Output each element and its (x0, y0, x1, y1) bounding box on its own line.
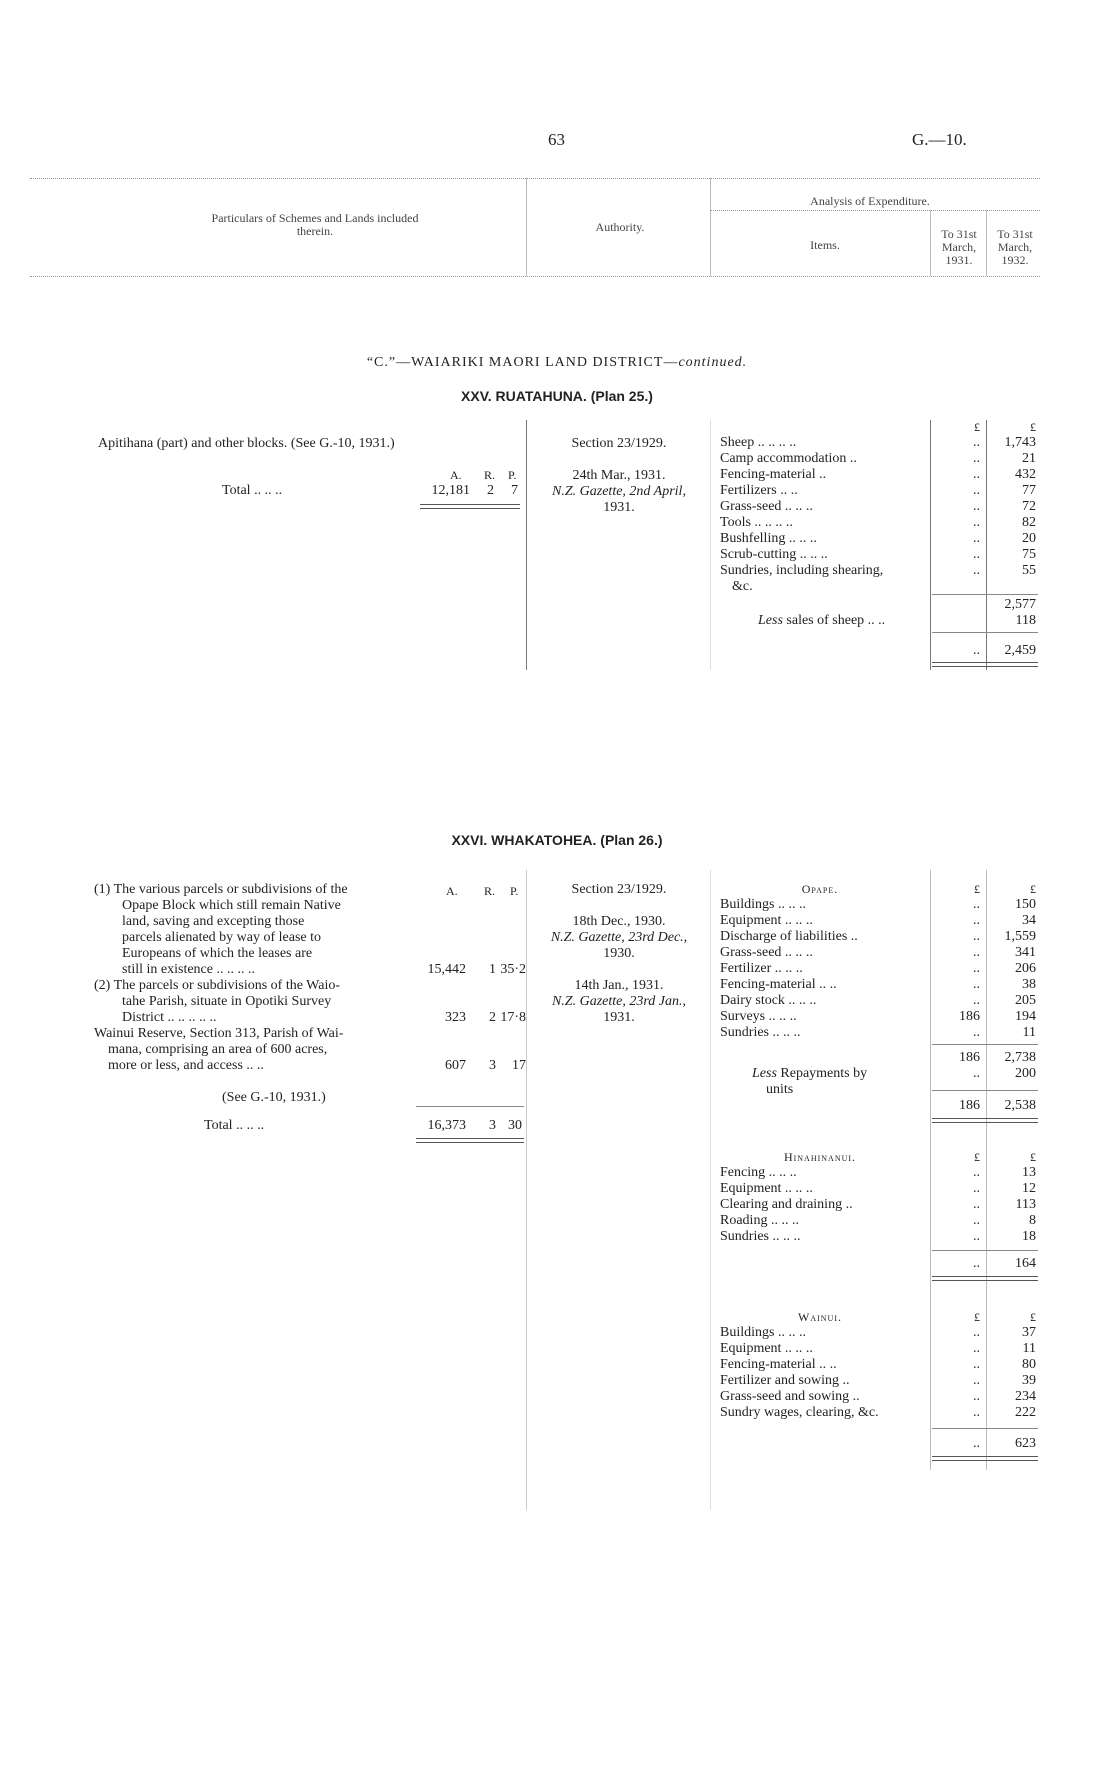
item-label: Fertilizer and sowing .. (720, 1373, 850, 1388)
item-label: Equipment .. .. .. (720, 1181, 813, 1196)
authority-line: 18th Dec., 1930. (572, 914, 666, 929)
xxvi-p3-acres: 607 (445, 1058, 466, 1073)
list-item (720, 929, 1040, 945)
item-1931: .. (973, 1165, 980, 1180)
item-1931: .. (973, 1389, 980, 1404)
authority-line: Section 23/1929. (571, 436, 667, 451)
item-1931: .. (973, 1357, 980, 1372)
list-item (720, 1325, 1040, 1341)
particulars-line: Europeans of which the leases are (122, 946, 313, 961)
item-1932: 12 (1022, 1181, 1036, 1196)
opape-currency-2: £ (1030, 882, 1036, 896)
item-1932: 75 (1022, 547, 1036, 562)
item-1931: .. (973, 1325, 980, 1340)
xxv-total-perches: 7 (511, 483, 518, 498)
item-1931: .. (973, 913, 980, 928)
xxvi-area-head-r: R. (484, 884, 496, 898)
particulars-line: land, saving and excepting those (122, 914, 305, 929)
page-number: 63 (548, 130, 565, 149)
authority-line (530, 898, 708, 914)
xxvi-authority (530, 882, 708, 1026)
item-1931: .. (973, 1025, 980, 1040)
section-xxv-title: XXV. RUATAHUNA. (Plan 25.) (461, 388, 653, 404)
section-xxvi-title: XXVI. WHAKATOHEA. (Plan 26.) (451, 832, 663, 848)
item-label: Sundries .. .. .. (720, 1229, 801, 1244)
list-item (720, 467, 1040, 483)
authority-line: N.Z. Gazette, 23rd Dec., (550, 930, 688, 945)
xxvi-p3-roods: 3 (489, 1058, 496, 1073)
authority-line: 14th Jan., 1931. (574, 978, 664, 993)
item-label: Camp accommodation .. (720, 451, 857, 466)
opape-subtotal-1932: 2,738 (1004, 1050, 1036, 1065)
list-item (720, 1213, 1040, 1229)
xxvi-paragraph-1 (94, 882, 414, 978)
item-label: Clearing and draining .. (720, 1197, 853, 1212)
list-item (720, 897, 1040, 913)
xxvi-p2-perches: 17·8 (500, 1010, 526, 1025)
xxv-currency-head-2: £ (1030, 420, 1036, 434)
item-1931: .. (973, 547, 980, 562)
list-item (720, 1009, 1040, 1025)
item-1931: .. (973, 499, 980, 514)
item-1931: .. (973, 945, 980, 960)
list-item (720, 913, 1040, 929)
document-reference: G.—10. (912, 130, 967, 149)
xxvi-see-reference: (See G.-10, 1931.) (222, 1090, 326, 1105)
item-1931: .. (973, 531, 980, 546)
particulars-line: tahe Parish, situate in Opotiki Survey (122, 994, 332, 1009)
xxvi-total-perches: 30 (508, 1118, 522, 1133)
xxv-less-amount: 118 (1015, 613, 1036, 628)
item-1932: 82 (1022, 515, 1036, 530)
item-1932: 150 (1015, 897, 1036, 912)
item-1932: 20 (1022, 531, 1036, 546)
hinahinanui-currency-2: £ (1030, 1150, 1036, 1164)
item-1931: .. (973, 1197, 980, 1212)
xxv-area-head-r: R. (484, 468, 496, 482)
item-1932: 39 (1022, 1373, 1036, 1388)
list-item (720, 547, 1040, 563)
opape-less-label: Less Repayments by (752, 1066, 868, 1081)
list-item (720, 1341, 1040, 1357)
opape-items (720, 897, 1040, 1041)
item-label: Fencing-material .. (720, 467, 827, 482)
authority-line (530, 962, 708, 978)
item-1932: 8 (1029, 1213, 1036, 1228)
xxvi-paragraph-2 (94, 978, 414, 1026)
item-label: Fencing-material .. .. (720, 977, 837, 992)
item-1932: 34 (1022, 913, 1036, 928)
list-item (720, 1389, 1040, 1405)
item-1931: .. (973, 1373, 980, 1388)
xxv-less-rest: sales of sheep .. .. (786, 613, 886, 628)
opape-currency-1: £ (974, 882, 980, 896)
authority-line: Section 23/1929. (571, 882, 667, 897)
xxvi-area-head-a: A. (446, 884, 458, 898)
item-1932: 37 (1022, 1325, 1036, 1340)
particulars-line: still in existence .. .. .. .. (122, 962, 255, 977)
xxv-less-label: Less sales of sheep .. .. (758, 613, 886, 628)
xxv-final-1931: .. (973, 643, 980, 658)
item-label: &c. (732, 579, 753, 594)
item-1932: 18 (1022, 1229, 1036, 1244)
opape-final-1931: 186 (959, 1098, 980, 1113)
item-label: Bushfelling .. .. .. (720, 531, 817, 546)
item-1931: .. (973, 929, 980, 944)
list-item (720, 499, 1040, 515)
district-title-continued: continued. (678, 355, 748, 370)
header-to-1932: To 31st March, 1932. (997, 227, 1033, 267)
item-1931: .. (973, 563, 980, 578)
authority-line: 24th Mar., 1931. (572, 468, 666, 483)
xxvi-paragraph-3 (94, 1026, 414, 1074)
item-label: Discharge of liabilities .. (720, 929, 858, 944)
list-item (720, 1181, 1040, 1197)
xxv-total-label: Total .. .. .. (222, 483, 283, 498)
item-label: Grass-seed and sowing .. (720, 1389, 860, 1404)
opape-heading: Opape. (801, 882, 839, 896)
list-item (720, 993, 1040, 1009)
xxv-area-head-p: P. (508, 468, 517, 482)
opape-less-1931: .. (973, 1066, 980, 1081)
header-authority: Authority. (595, 220, 645, 234)
item-1932: 341 (1015, 945, 1036, 960)
wainui-currency-2: £ (1030, 1310, 1036, 1324)
item-1932: 80 (1022, 1357, 1036, 1372)
header-items: Items. (810, 238, 840, 252)
item-1932: 72 (1022, 499, 1036, 514)
item-1932: 222 (1015, 1405, 1036, 1420)
authority-line (530, 452, 708, 468)
item-1931: .. (973, 1229, 980, 1244)
xxvi-p2-roods: 2 (489, 1010, 496, 1025)
list-item (720, 483, 1040, 499)
hinahinanui-final-1932: 164 (1015, 1256, 1036, 1271)
list-item (720, 1165, 1040, 1181)
item-label: Scrub-cutting .. .. .. (720, 547, 828, 562)
item-label: Surveys .. .. .. (720, 1009, 797, 1024)
list-item (720, 531, 1040, 547)
item-label: Fertilizer .. .. .. (720, 961, 803, 976)
particulars-line: more or less, and access .. .. (108, 1058, 264, 1073)
item-1932: 11 (1022, 1341, 1036, 1356)
wainui-items (720, 1325, 1040, 1421)
item-1931: .. (973, 1213, 980, 1228)
hinahinanui-currency-1: £ (974, 1150, 980, 1164)
list-item (720, 1197, 1040, 1213)
item-label: Roading .. .. .. (720, 1213, 799, 1228)
xxv-final-1932: 2,459 (1004, 643, 1036, 658)
item-1931: .. (973, 451, 980, 466)
item-1932: 21 (1022, 451, 1036, 466)
xxvi-p1-roods: 1 (489, 962, 496, 977)
authority-line: N.Z. Gazette, 2nd April, (552, 484, 686, 499)
item-1931: .. (973, 435, 980, 450)
opape-less-1932: 200 (1015, 1066, 1036, 1081)
item-label: Grass-seed .. .. .. (720, 499, 813, 514)
item-1932: 234 (1015, 1389, 1036, 1404)
item-label: Sundry wages, clearing, &c. (720, 1405, 879, 1420)
item-1931: .. (973, 1341, 980, 1356)
xxvi-p1-perches: 35·2 (500, 962, 526, 977)
item-1931: 186 (959, 1009, 980, 1024)
item-label: Buildings .. .. .. (720, 1325, 806, 1340)
xxv-total-roods: 2 (487, 483, 494, 498)
wainui-heading: Wainui. (798, 1310, 842, 1324)
item-1931: .. (973, 515, 980, 530)
item-1932: 1,743 (1004, 435, 1036, 450)
hinahinanui-heading: Hinahinanui. (783, 1150, 857, 1164)
item-label: Equipment .. .. .. (720, 1341, 813, 1356)
item-1932: 55 (1022, 563, 1036, 578)
xxv-items (720, 435, 1040, 595)
list-item (720, 945, 1040, 961)
opape-final-1932: 2,538 (1004, 1098, 1036, 1113)
item-label: Equipment .. .. .. (720, 913, 813, 928)
authority-line: 1931. (603, 1010, 635, 1025)
item-1931: .. (973, 977, 980, 992)
header-particulars: Particulars of Schemes and Lands included therein. (211, 211, 419, 238)
particulars-line: mana, comprising an area of 600 acres, (108, 1042, 328, 1057)
particulars-line: District .. .. .. .. .. (122, 1010, 217, 1025)
list-item (720, 515, 1040, 531)
particulars-line: (2) The parcels or subdivisions of the Waio- (94, 978, 341, 993)
item-1931: .. (973, 1181, 980, 1196)
hinahinanui-final-1931: .. (973, 1256, 980, 1271)
xxv-currency-head-1: £ (974, 420, 980, 434)
item-label: Fencing-material .. .. (720, 1357, 837, 1372)
item-1931: .. (973, 993, 980, 1008)
particulars-line: (1) The various parcels or subdivisions of the (94, 882, 348, 897)
xxv-subtotal: 2,577 (1004, 597, 1036, 612)
item-label: Fencing .. .. .. (720, 1165, 797, 1180)
xxvi-p3-perches: 17 (512, 1058, 526, 1073)
xxvi-area-head-p: P. (510, 884, 519, 898)
item-1931: .. (973, 467, 980, 482)
item-1932: 432 (1015, 467, 1036, 482)
opape-less-label-2: units (766, 1082, 794, 1097)
xxv-total-acres: 12,181 (431, 483, 470, 498)
list-item (720, 563, 1040, 579)
item-1932: 38 (1022, 977, 1036, 992)
item-label: Sheep .. .. .. .. (720, 435, 797, 450)
particulars-line: Opape Block which still remain Native (122, 898, 341, 913)
item-1931: .. (973, 483, 980, 498)
list-item (720, 977, 1040, 993)
district-title (0, 355, 1114, 371)
item-label: Fertilizers .. .. (720, 483, 798, 498)
header-to-1931: To 31st March, 1931. (941, 227, 977, 267)
item-label: Sundries .. .. .. (720, 1025, 801, 1040)
xxv-authority (530, 436, 708, 516)
list-item (720, 961, 1040, 977)
xxvi-total-acres: 16,373 (427, 1118, 466, 1133)
authority-line: 1930. (603, 946, 635, 961)
xxvi-total-roods: 3 (489, 1118, 496, 1133)
list-item (720, 1405, 1040, 1421)
list-item (720, 1357, 1040, 1373)
wainui-final-1931: .. (973, 1436, 980, 1451)
item-1932: 206 (1015, 961, 1036, 976)
xxv-area-head-a: A. (450, 468, 462, 482)
list-item (720, 1229, 1040, 1245)
district-title-main: “C.”—WAIARIKI MAORI LAND DISTRICT— (366, 355, 679, 370)
xxvi-p1-acres: 15,442 (427, 962, 466, 977)
list-item (720, 579, 1040, 595)
particulars-line: Wainui Reserve, Section 313, Parish of Wai- (94, 1026, 344, 1041)
item-label: Grass-seed .. .. .. (720, 945, 813, 960)
xxv-particulars: Apitihana (part) and other blocks. (See G.-10, 1931.) (98, 436, 395, 451)
authority-line: N.Z. Gazette, 23rd Jan., (551, 994, 687, 1009)
item-1931: .. (973, 961, 980, 976)
item-1931: .. (973, 1405, 980, 1420)
item-1932: 194 (1015, 1009, 1036, 1024)
hinahinanui-items (720, 1165, 1040, 1245)
item-1932: 1,559 (1004, 929, 1036, 944)
item-1932: 77 (1022, 483, 1036, 498)
authority-line: 1931. (603, 500, 635, 515)
item-1932: 13 (1022, 1165, 1036, 1180)
wainui-final-1932: 623 (1015, 1436, 1036, 1451)
xxvi-total-label: Total .. .. .. (204, 1118, 265, 1133)
item-1932: 11 (1022, 1025, 1036, 1040)
item-label: Buildings .. .. .. (720, 897, 806, 912)
particulars-line: parcels alienated by way of lease to (122, 930, 322, 945)
opape-subtotal-1931: 186 (959, 1050, 980, 1065)
list-item (720, 435, 1040, 451)
item-1931: .. (973, 897, 980, 912)
item-label: Dairy stock .. .. .. (720, 993, 817, 1008)
item-label: Sundries, including shearing, (720, 563, 884, 578)
list-item (720, 1025, 1040, 1041)
xxvi-p2-acres: 323 (445, 1010, 466, 1025)
item-1932: 113 (1015, 1197, 1036, 1212)
header-analysis: Analysis of Expenditure. (810, 194, 930, 208)
list-item (720, 1373, 1040, 1389)
item-label: Tools .. .. .. .. (720, 515, 793, 530)
item-1932: 205 (1015, 993, 1036, 1008)
list-item (720, 451, 1040, 467)
wainui-currency-1: £ (974, 1310, 980, 1324)
